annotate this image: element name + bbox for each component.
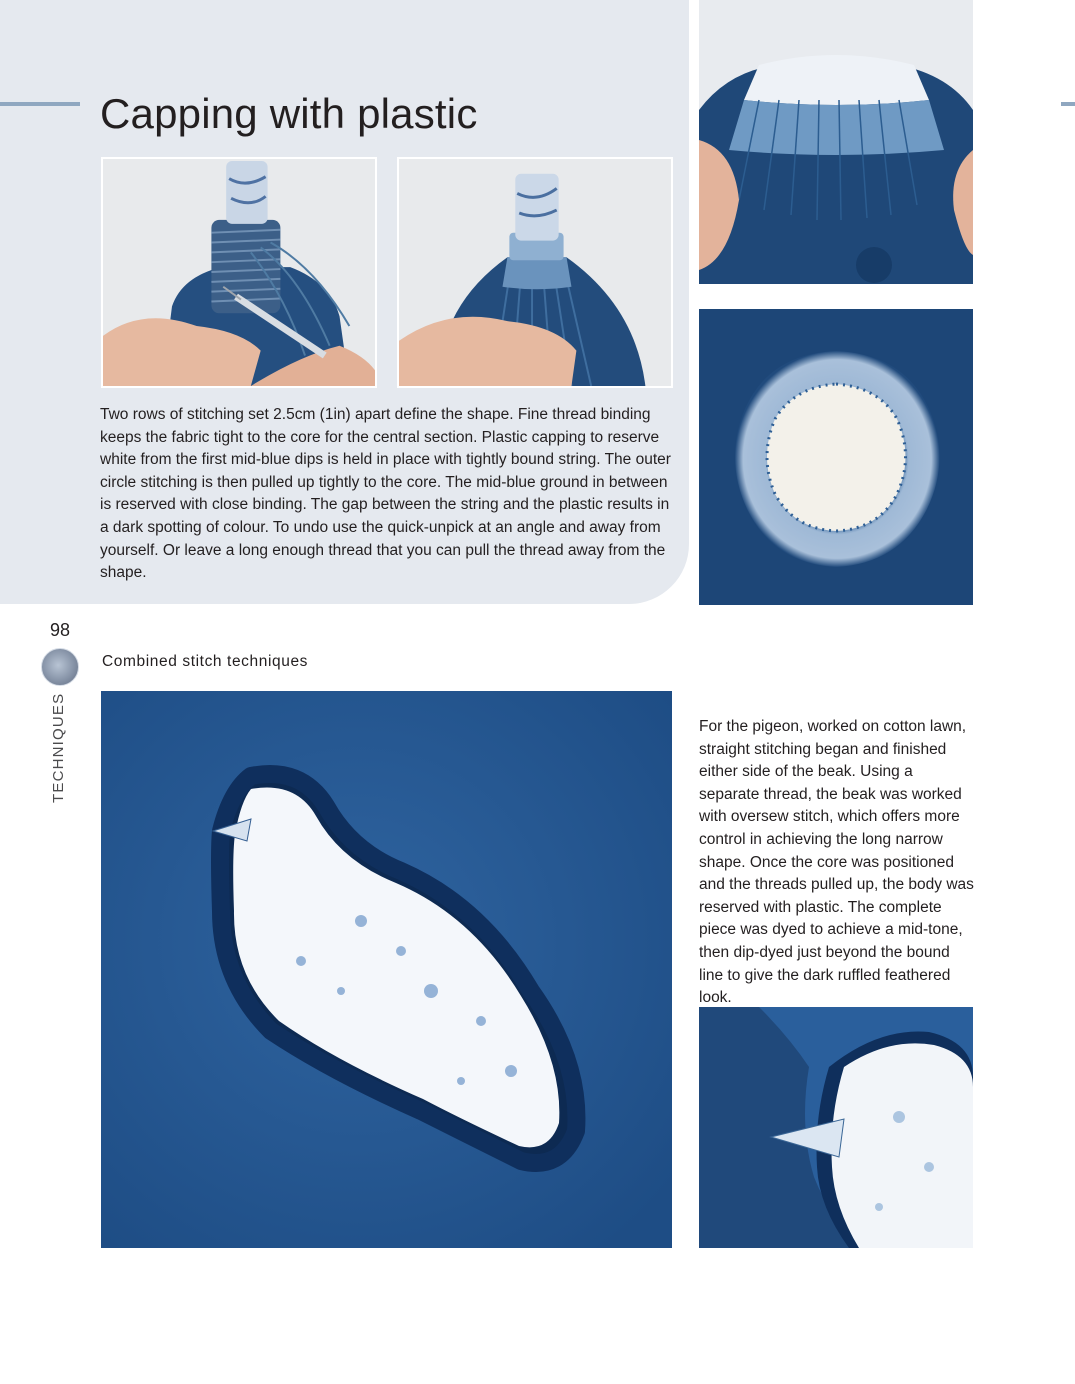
pigeon-caption: For the pigeon, worked on cotton lawn, straight stitching began and finished either side of the beak. Using a separate thread, the beak was worked with oversew stitch, which offers more control in achieving the long narrow shape. Once the core was positioned and the threads pulled up, the body was reserved with plastic. The complete piece was dyed to achieve a mid-tone, then dip-dyed just beyond the bound line to give the dark ruffled feathered look. — [699, 718, 974, 1007]
circle-result-photo — [699, 309, 973, 605]
page-number: 98 — [50, 620, 71, 640]
accent-rule-right — [1061, 102, 1075, 106]
main-caption: Two rows of stitching set 2.5cm (1in) apart define the shape. Fine thread binding keeps the fabric tight to the core for the central section. Plastic capping to reserve white from the first mid-blue dips is held in place with tightly bound string. The outer circle stitching is then pulled up tightly to the core. The mid-blue ground in between is reserved with close binding. The gap between the string and the plastic results in a dark spotting of colour. To undo use the quick-unpick at an angle and away from yourself. Or leave a long enough thread that you can pull the thread away from the shape. — [100, 406, 671, 582]
page-title: Capping with plastic — [100, 90, 478, 137]
section-tab: TECHNIQUES — [50, 692, 67, 803]
section-subheading: Combined stitch techniques — [102, 653, 309, 670]
accent-rule-left — [0, 102, 80, 106]
pigeon-photo — [101, 691, 672, 1248]
capping-photo — [397, 157, 673, 388]
section-badge-icon — [41, 648, 79, 686]
pigeon-detail-photo — [699, 1007, 973, 1248]
bound-fabric-photo — [699, 0, 973, 284]
binding-photo — [101, 157, 377, 388]
